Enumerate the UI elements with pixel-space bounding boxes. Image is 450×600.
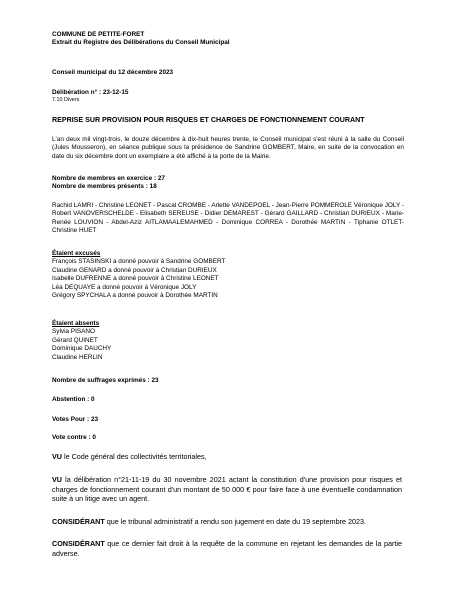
votes-cast: Nombre de suffrages exprimés : 23: [52, 377, 159, 384]
present-members-list: Rachid LAMRI - Christine LEONET - Pascal CROMBE - Arlette VANDEPOEL - Jean-Pierre POMMEROLE Véronique JOLY - Robert VANOVERSCHELDE - Elisabeth SEREUSE - Didier DEMAREST - Gérard GAILLARD - Christian DURIEUX - Marie-Renée LOUVION - Abdel-Aziz AITLAMAALEMAHMED - Dominique CORREA - Dorothée MARTIN - Tiphanie OTLET- Christine HUET: [52, 202, 404, 235]
deliberation-block: [52, 89, 404, 104]
members-in-office: Nombre de membres en exercice : 27: [52, 175, 165, 182]
members-count: [52, 175, 404, 192]
header-block: [52, 31, 404, 48]
legal-basis-deliberation: [52, 475, 402, 504]
deliberation-category: 7.10 Divers: [52, 97, 80, 104]
consideration-lead: VU: [52, 452, 62, 461]
votes-against: Vote contre : 0: [52, 434, 96, 441]
excused-item: Léa DEQUAYE a donné pouvoir à Véronique JOLY: [52, 283, 197, 291]
deliberation-number: Délibération n° : 23-12-15: [52, 89, 129, 96]
consideration-text: que le tribunal administratif a rendu son jugement en date du 19 septembre 2023.: [104, 517, 367, 526]
excused-item: Isabelle DUFRENNE a donné pouvoir à Christine LEONET: [52, 275, 219, 283]
consideration-text: la délibération n°21-11-19 du 30 novembre 2021 actant la constitution d'une provision pour risques et charges de fonctionnement courant d'un montant de 50 000 € pour faire face à une éventuelle condamnation suite à un litige avec un agent.: [52, 475, 402, 504]
absent-item: Dominique DAUCHY: [52, 345, 112, 353]
absent-item: Gérard QUINET: [52, 336, 98, 344]
absent-section: [52, 320, 404, 362]
consideration-lead: CONSIDÉRANT: [52, 517, 105, 526]
meeting-date: Conseil municipal du 12 décembre 2023: [52, 69, 174, 76]
register-extract: Extrait du Registre des Délibérations du Conseil Municipal: [52, 39, 230, 47]
consideration-text: le Code général des collectivités territoriales,: [62, 452, 207, 461]
excused-item: Grégory SPYCHALA a donné pouvoir à Dorothée MARTIN: [52, 292, 218, 300]
consideration-text: que ce dernier fait droit à la requête de la commune en rejetant les demandes de la partie adverse.: [52, 539, 402, 558]
absent-heading: Étaient absents: [52, 320, 100, 327]
consideration-lead: VU: [52, 475, 62, 484]
members-present: Nombre de membres présents : 18: [52, 183, 157, 191]
absent-item: Sylvia PISANO: [52, 328, 95, 336]
excused-heading: Étaient excusés: [52, 250, 101, 257]
consideration-ruling: [52, 539, 402, 558]
consideration-judgment: [52, 517, 402, 527]
consideration-lead: CONSIDÉRANT: [52, 539, 105, 548]
intro-paragraph: L'an deux mil vingt-trois, le douze décembre à dix-huit heures trente, le Conseil municipal s'est réuni à la salle du Conseil (Jules Mousseron), en séance publique sous la présidence de Sandrine GOMBERT, Maire, en suite de la convocation en date du six décembre dont un exemplaire a été affiché à la porte de la Mairie.: [52, 136, 404, 160]
legal-basis-code: [52, 452, 402, 462]
votes-for: Votes Pour : 23: [52, 416, 99, 423]
excused-item: Claudine GENARD a donné pouvoir à Christian DURIEUX: [52, 266, 217, 274]
excused-section: [52, 250, 404, 300]
commune-name: COMMUNE DE PETITE-FORET: [52, 31, 145, 38]
abstention-count: Abstention : 0: [52, 396, 95, 403]
deliberation-title: REPRISE SUR PROVISION POUR RISQUES ET CHARGES DE FONCTIONNEMENT COURANT: [52, 116, 365, 124]
absent-item: Claudine HERLIN: [52, 353, 103, 361]
excused-item: François STASINSKI a donné pouvoir à Sandrine GOMBERT: [52, 258, 226, 266]
